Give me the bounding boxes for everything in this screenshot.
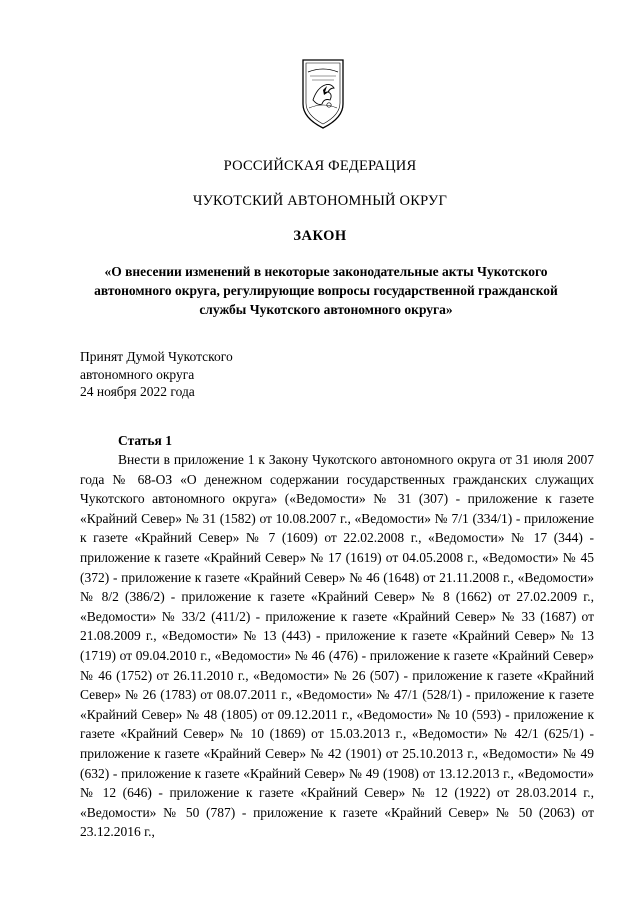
article-heading: Статья 1: [118, 433, 172, 448]
adoption-info: [80, 348, 233, 401]
law-title: «О внесении изменений в некоторые законодательные акты Чукотского автономного округа, регулирующие вопросы государственной гражданской службы Чукотского автономного округа»: [94, 264, 558, 317]
document-type: ЗАКОН: [293, 228, 347, 244]
article-body-text: Внести в приложение 1 к Закону Чукотского автономного округа от 31 июля 2007 года № 68-ОЗ «О денежном содержании государственных гражданских служащих Чукотского автономного округа» («Ведомости» № 31 (307) - приложение к газете «Крайний Север» № 31 (1582) от 10.08.2007 г., «Ведомости» № 7/1 (334/1) - приложение к газете «Крайний Север» № 7 (1609) от 22.02.2008 г., «Ведомости» № 17 (344) - приложение к газете «Крайний Север» № 17 (1619) от 04.05.2008 г., «Ведомости» № 45 (372) - приложение к газете «Крайний Север» № 46 (1648) от 21.11.2008 г., «Ведомости» № 8/2 (386/2) - приложение к газете «Крайний Север» № 8 (1662) от 27.02.2009 г., «Ведомости» № 33/2 (411/2) - приложение к газете «Крайний Север» № 33 (1687) от 21.08.2009 г., «Ведомости» № 13 (443) - приложение к газете «Крайний Север» № 13 (1719) от 09.04.2010 г., «Ведомости» № 46 (476) - приложение к газете «Крайний Север» № 46 (1752) от 26.11.2010 г., «Ведомости» № 26 (507) - приложение к газете «Крайний Север» № 26 (1783) от 08.07.2011 г., «Ведомости» № 47/1 (528/1) - приложение к газете «Крайний Север» № 48 (1805) от 09.12.2011 г., «Ведомости» № 10 (593) - приложение к газете «Крайний Север» № 10 (1869) от 15.03.2013 г., «Ведомости» № 42/1 (625/1) - приложение к газете «Крайний Север» № 42 (1901) от 25.10.2013 г., «Ведомости» № 49 (632) - приложение к газете «Крайний Север» № 49 (1908) от 13.12.2013 г., «Ведомости» № 12 (646) - приложение к газете «Крайний Север» № 12 (1922) от 28.03.2014 г., «Ведомости» № 50 (787) - приложение к газете «Крайний Север» № 50 (2063) от 23.12.2016 г.,: [80, 452, 594, 840]
adoption-date: 24 ноября 2022 года: [80, 384, 195, 399]
coat-of-arms-icon: [300, 58, 346, 130]
adoption-line: Принят Думой Чукотского: [80, 349, 233, 364]
region-title: ЧУКОТСКИЙ АВТОНОМНЫЙ ОКРУГ: [192, 193, 448, 209]
adoption-line: автономного округа: [80, 366, 195, 382]
country-title: РОССИЙСКАЯ ФЕДЕРАЦИЯ: [223, 158, 417, 174]
